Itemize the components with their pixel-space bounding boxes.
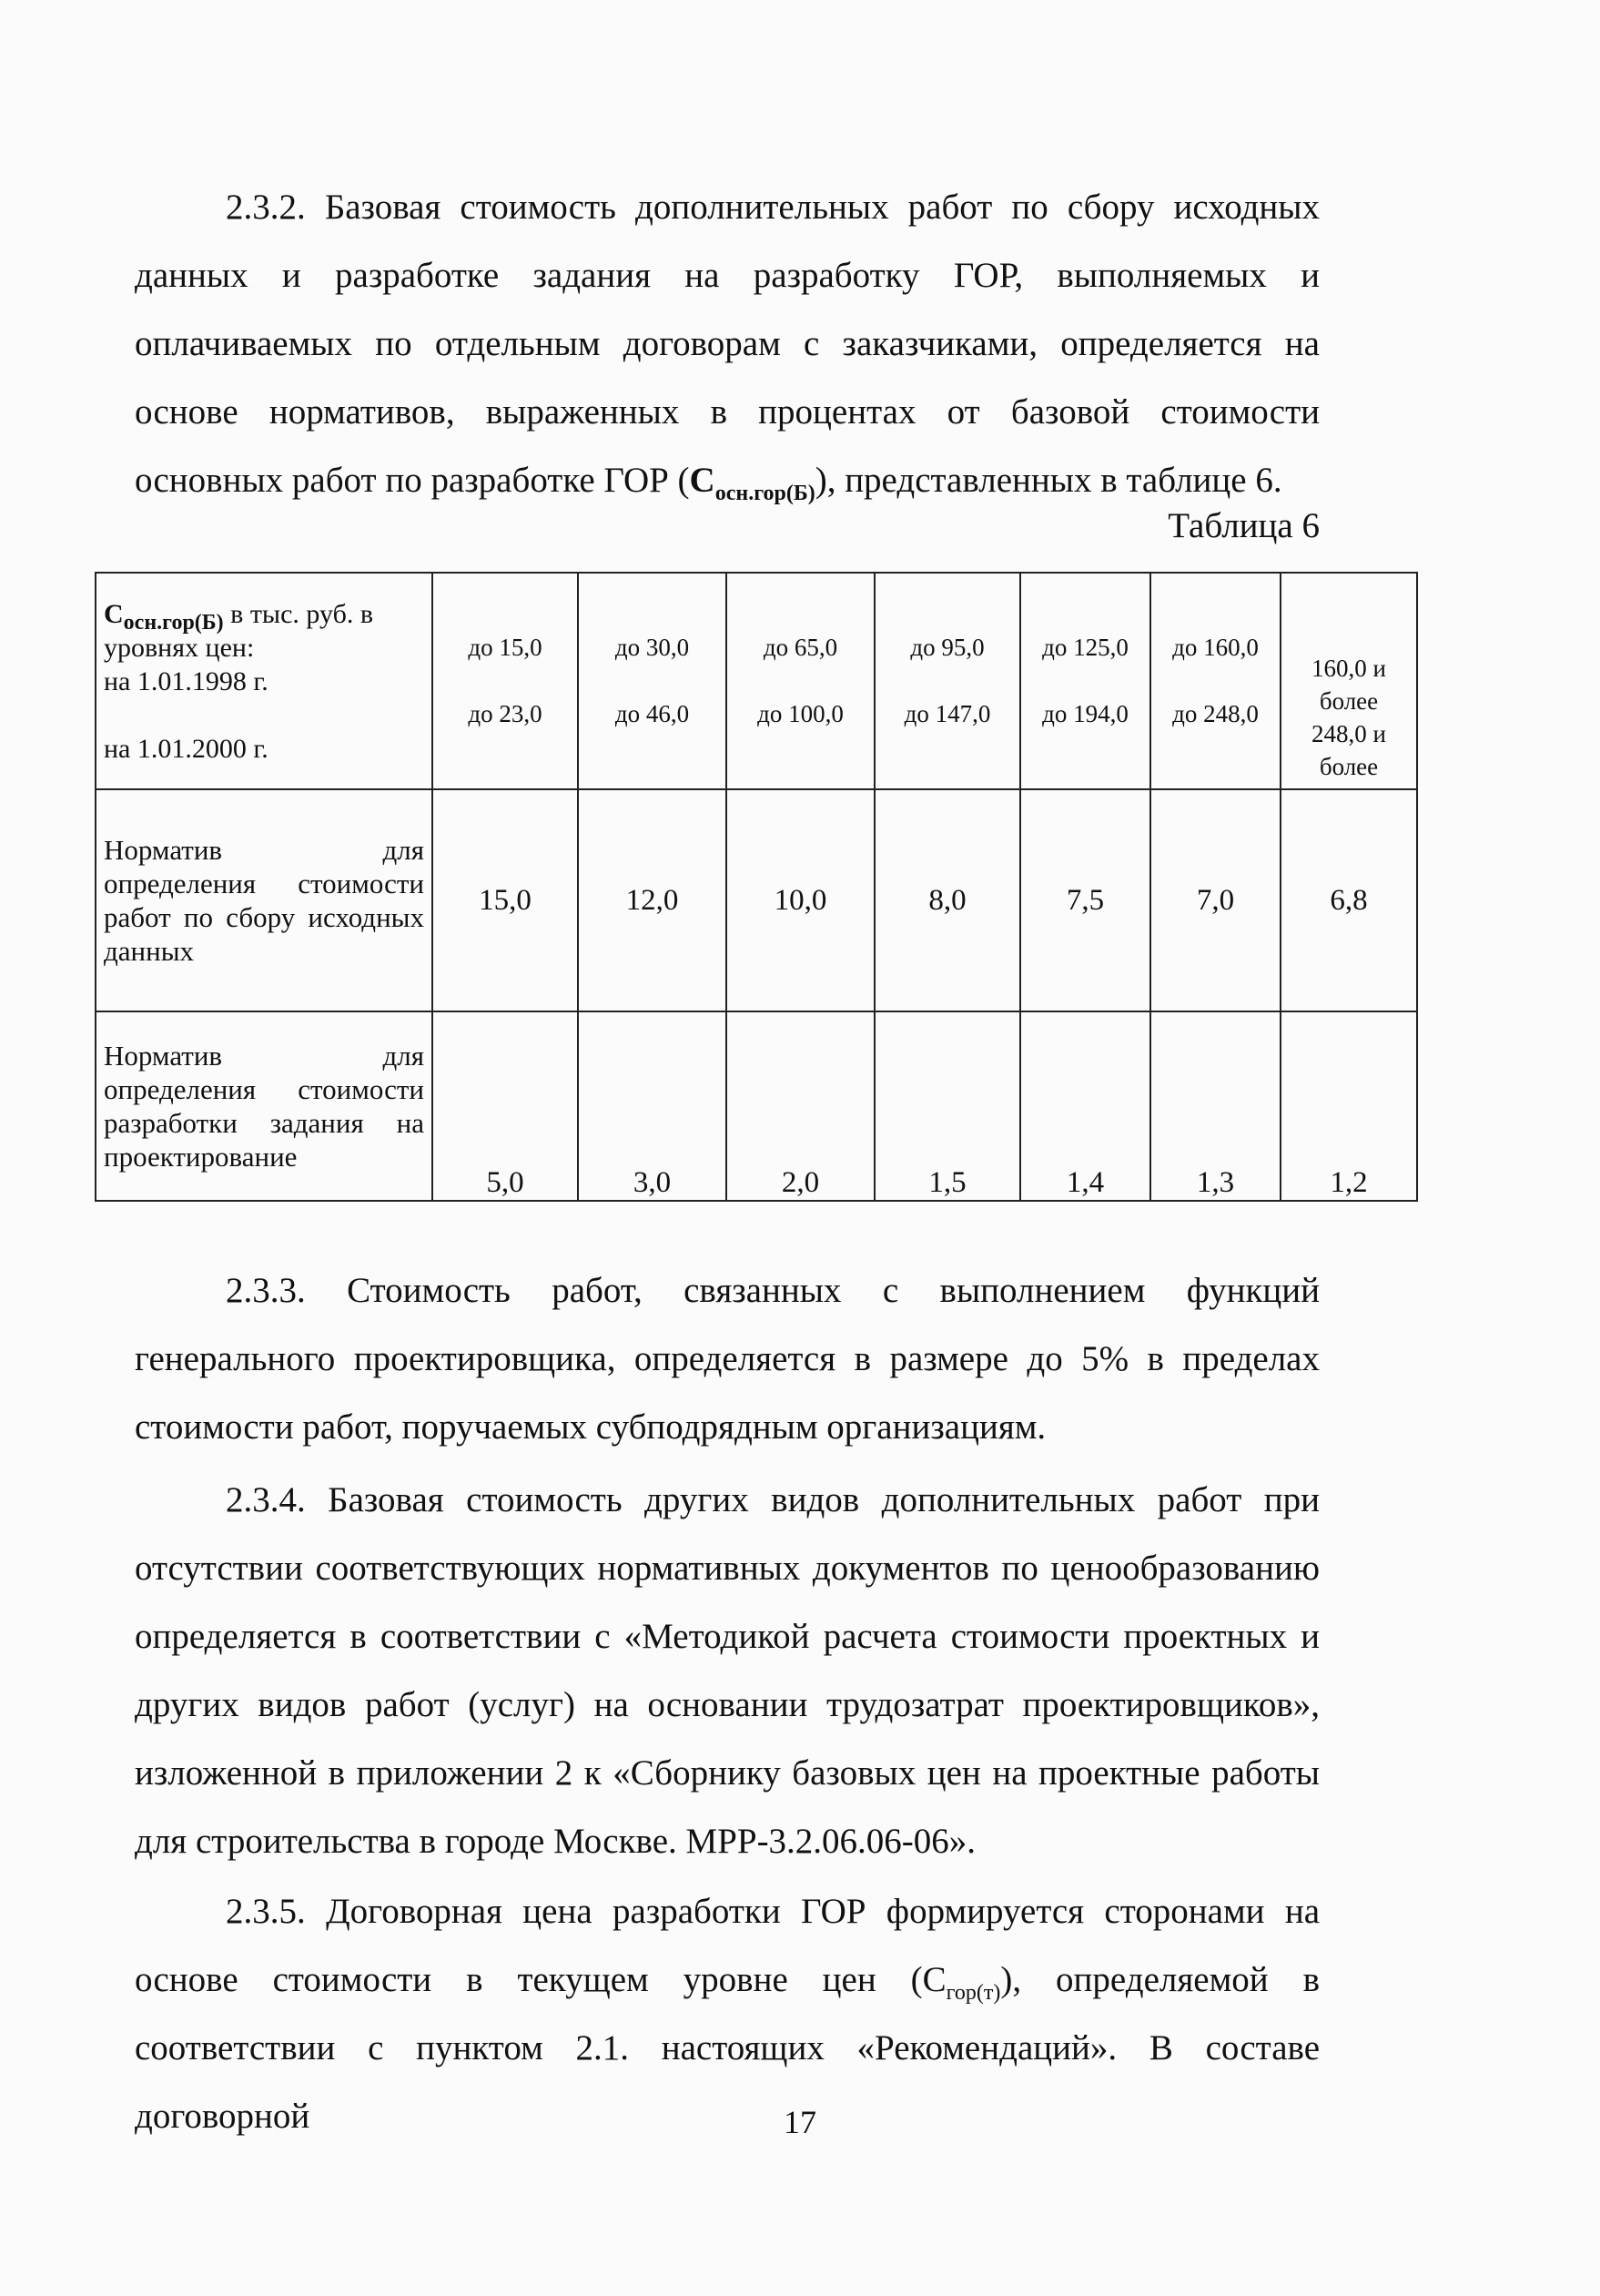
table-header-row <box>96 573 1417 789</box>
range-cell: до 160,0 до 248,0 <box>1150 573 1281 789</box>
paragraph-2-3-3: 2.3.3. Стоимость работ, связанных с выполнением функций генерального проектировщика, определяется в размере до 5% в пределах стоимости работ, поручаемых субподрядным организациям. <box>135 1271 1320 1447</box>
range-cell: до 95,0 до 147,0 <box>875 573 1020 789</box>
page-number: 17 <box>784 2104 816 2140</box>
table-6 <box>95 572 1418 1202</box>
value-cell: 1,4 <box>1020 1011 1150 1201</box>
value-cell: 1,2 <box>1281 1011 1417 1201</box>
range-cell: до 65,0 до 100,0 <box>726 573 875 789</box>
value-cell: 2,0 <box>726 1011 875 1201</box>
range-cell: до 125,0 до 194,0 <box>1020 573 1150 789</box>
row-label: Норматив для определения стоимости работ по сбору исходных данных <box>96 789 432 1011</box>
value-cell: 1,5 <box>875 1011 1020 1201</box>
date-2000-label: на 1.01.2000 г. <box>104 733 268 764</box>
value-cell: 10,0 <box>726 789 875 1011</box>
paragraph-2-3-5: 2.3.5. Договорная цена разработки ГОР формируется сторонами на основе стоимости в текущем уровне цен $(С_{гор(т)})$, определяемой в соответствии с пунктом 2.1. настоящих «Рекомендаций». В составе договорной <box>135 1892 1320 2136</box>
value-cell: 6,8 <box>1281 789 1417 1011</box>
range-cell: до 15,0 до 23,0 <box>432 573 578 789</box>
table-row-collection <box>96 789 1417 1011</box>
range-cell-last: 160,0 и более 248,0 и более <box>1281 573 1417 789</box>
value-cell: 5,0 <box>432 1011 578 1201</box>
paragraph-2-3-2: 2.3.2. Базовая стоимость дополнительных работ по сбору исходных данных и разработке задания на разработку ГОР, выполняемых и оплачиваемых по отдельным договорам с заказчиками, определяется на основе нормативов, выраженных в процентах от базовой стоимости основных работ по разработке ГОР $(С_{осн.гор(Б)})$, представленных в таблице 6. <box>135 188 1320 505</box>
row-label: Норматив для определения стоимости разработки задания на проектирование <box>96 1011 432 1201</box>
table-caption: Таблица 6 <box>1168 506 1320 545</box>
value-cell: 7,0 <box>1150 789 1281 1011</box>
paragraph-2-3-4: 2.3.4. Базовая стоимость других видов дополнительных работ при отсутствии соответствующих нормативных документов по ценообразованию определяется в соответствии с «Методикой расчета стоимости проектных и других видов работ (услуг) на основании трудозатрат проектировщиков», изложенной в приложении 2 к «Сборнику базовых цен на проектные работы для строительства в городе Москве. МРР-3.2.06.06-06». <box>135 1480 1320 1861</box>
header-cell: $С_{осн.гор(Б)}$ в тыс. руб. в уровнях цен: на 1.01.1998 г. на 1.01.2000 г. <box>96 573 432 789</box>
value-cell: 15,0 <box>432 789 578 1011</box>
range-cell: до 30,0 до 46,0 <box>578 573 726 789</box>
date-1998-label: на 1.01.1998 г. <box>104 665 268 696</box>
value-cell: 1,3 <box>1150 1011 1281 1201</box>
value-cell: 7,5 <box>1020 789 1150 1011</box>
table-row-assignment <box>96 1011 1417 1201</box>
value-cell: 12,0 <box>578 789 726 1011</box>
value-cell: 8,0 <box>875 789 1020 1011</box>
value-cell: 3,0 <box>578 1011 726 1201</box>
